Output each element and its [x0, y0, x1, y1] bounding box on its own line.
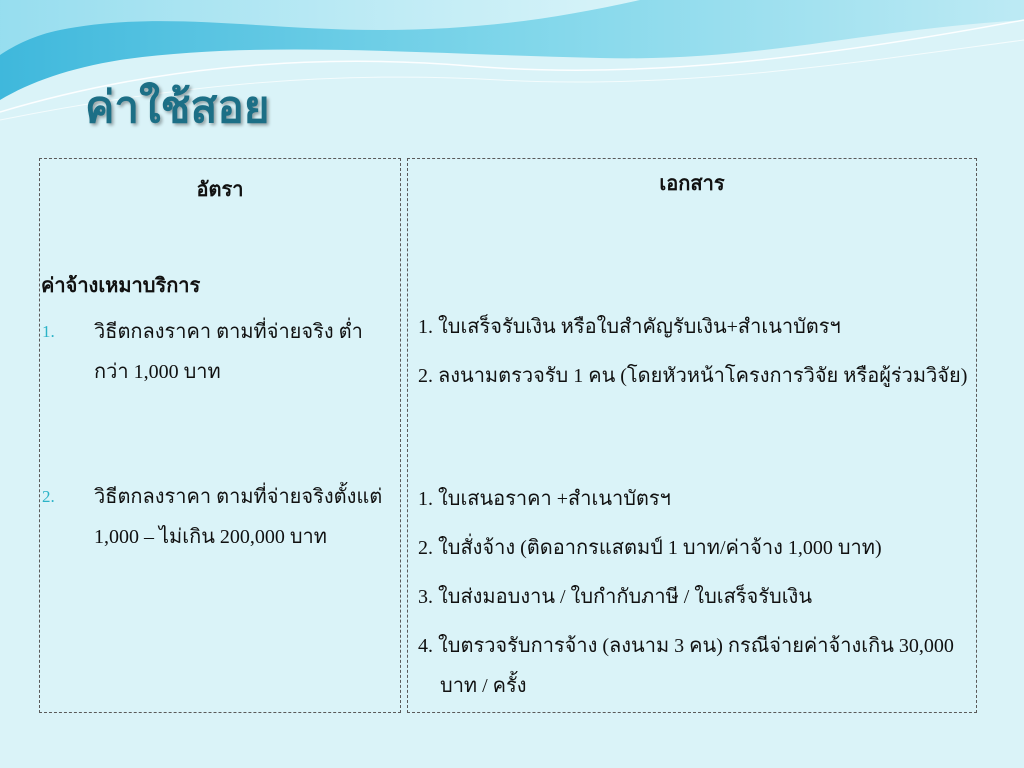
rate-item-text: วิธีตกลงราคา ตามที่จ่ายจริงตั้งแต่ 1,000 – ไม่เกิน 200,000 บาท — [94, 486, 383, 548]
document-item: 3. ใบส่งมอบงาน / ใบกำกับภาษี / ใบเสร็จรับเงิน — [418, 586, 812, 608]
document-list-group-1 — [418, 307, 968, 405]
document-item: 4. ใบตรวจรับการจ้าง (ลงนาม 3 คน) กรณีจ่ายค่าจ้างเกิน 30,000 บาท / ครั้ง — [418, 635, 954, 697]
slide-title: ค่าใช้สอย — [85, 83, 270, 132]
document-item: 1. ใบเสนอราคา +สำเนาบัตรฯ — [418, 488, 671, 510]
rate-item-number: 1. — [42, 322, 55, 341]
document-item: 2. ใบสั่งจ้าง (ติดอากรแสตมป์ 1 บาท/ค่าจ้าง 1,000 บาท) — [418, 537, 882, 559]
documents-header: เอกสาร — [659, 173, 725, 195]
rate-item — [40, 477, 396, 557]
document-item: 2. ลงนามตรวจรับ 1 คน (โดยหัวหน้าโครงการวิจัย หรือผู้ร่วมวิจัย) — [418, 365, 968, 387]
rate-item — [40, 312, 396, 392]
documents-panel — [407, 158, 977, 713]
document-item: 1. ใบเสร็จรับเงิน หรือใบสำคัญรับเงิน+สำเนาบัตรฯ — [418, 316, 841, 338]
rates-heading: ค่าจ้างเหมาบริการ — [41, 275, 201, 297]
document-list-group-2 — [418, 479, 968, 715]
rates-header: อัตรา — [196, 179, 244, 201]
rates-panel — [39, 158, 401, 713]
rate-item-number: 2. — [42, 487, 55, 506]
rate-item-text: วิธีตกลงราคา ตามที่จ่ายจริง ต่ำกว่า 1,000 บาท — [94, 321, 363, 383]
